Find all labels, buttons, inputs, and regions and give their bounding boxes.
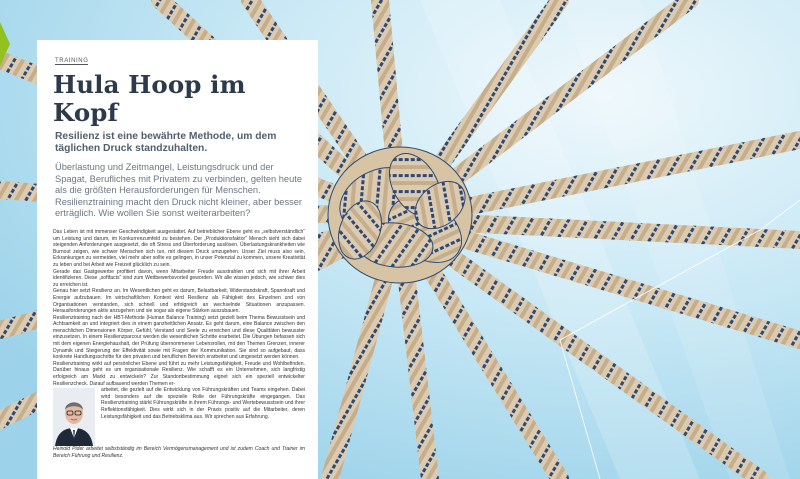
article-lead: Überlastung und Zeitmangel, Leistungsdruck und der Spagat, Berufliches mit Privatem zu verbinden, gelten heute als die größten Herausforderungen für Menschen. Resilienztraining macht den Druck nicht kleiner, aber besser erträglich. Wie wollen Sie sonst weiterarbeiten?	[55, 162, 303, 219]
article-subhead: Resilienz ist eine bewährte Methode, um dem täglichen Druck standzuhalten.	[55, 131, 277, 154]
body-paragraph: Genau hier setzt Resilienz an. Im Wesentlichen geht es darum, Belastbarkeit, Widerstandskraft, Spannkraft und Energie aufzubauen. Im wirtschaftlichen Kontext wird Resilienz als Fähigkeit des Einzelnen und von Organisationen verstanden, sich schnell und erfolgreich an wechselnde Situationen anzupassen. Herausforderungen aktiv anzugehen und sie sogar als eigene Stärken auszubauen.	[53, 288, 305, 315]
article-body	[53, 229, 305, 459]
article-headline: Hula Hoop im Kopf	[53, 70, 246, 127]
body-paragraph: Gerade das Gastgewerbe profitiert davon, wenn Mitarbeiter Freude ausstrahlen und sich mit ihrer Arbeit identifizieren. Diese „softfacts“ sind zum Wettbewerbsvorteil geworden. Wir alle wissen jedoch, wie schwer dies zu erreichen ist.	[53, 268, 305, 288]
body-paragraph: arbeitet, die gezielt auf die Entwicklung von Führungskräften und Teams eingehen. Dabei wird besonders auf die spezielle Rolle der Führungskräfte eingegangen. Das Resilienztraining stärkt Führungskräfte in ihrem Führungs- und Wertebewusstsein und ihrer Reflektionsfähigkeit. Dies wirkt sich in der Praxis positiv auf die Mitarbeiter, deren Leistungsfähigkeit und das Betriebsklima aus. Wir sprechen aus Erfahrung.	[101, 387, 305, 420]
body-paragraph: Das Leben ist mit immenser Geschwindigkeit ausgestattet. Auf betrieblicher Ebene geht es „selbstverständlich“ um Leistung und darum, im Konkurrenzumfeld zu bestehen. Der „Produktionsfaktor“ Mensch sieht sich dabei steigenden Anforderungen ausgesetzt, die oft Stress und Überforderung auslösen. Überlastungskrankheiten wie Burnout zeigen, wie schwer Menschen sich tun, mit diesem Druck umzugehen. Unser Ziel muss also sein, Erkrankungen zu vermeiden, viel mehr aber sollte es gelingen, in unser Potenzial zu kommen, unsere Kreativität zu leben und bei Arbeit wie Freizeit glücklich zu sein.	[53, 228, 305, 268]
section-kicker: TRAINING	[55, 58, 89, 64]
article-card	[37, 40, 318, 479]
author-portrait	[53, 388, 95, 446]
author-row	[53, 387, 305, 446]
section-color-tab	[0, 22, 10, 66]
author-bio: Heinold Pider arbeitet selbstständig im Bereich Vermögensmanagement und ist zudem Coach und Trainer im Bereich Führung und Resilienz.	[53, 446, 305, 459]
body-paragraph: Resilienztraining wirkt auf persönlicher Ebene und führt zu mehr Leistungsfähigkeit, Freude und Wohlbefinden. Darüber hinaus geht es um organisationale Resilienz. Wie schafft es ein Unternehmen, sich langfristig erfolgreich am Markt zu entwickeln? Zur Standortbestimmung eignet sich ein speziell entwickelter Resilienzcheck. Darauf aufbauend werden Themen er-	[53, 360, 305, 387]
body-paragraph: Resilienztraining nach der HBT-Methode (Human Balance Training) setzt gezielt beim Thema Bewusstsein und Achtsamkeit an und integriert dies in einem ganzheitlichen Ansatz. Es geht darum, eine Balance zwischen den menschlichen Dimensionen Körper, Gefühl, Verstand und Seele zu erreichen und diese Qualitäten bewusster einzusetzen. In einem Resilienzparcour werden die wesentlichen Schritte erarbeitet. Die Übungen befassen sich mit dem eigenen Energiehaushalt, der Prüfung übernommener Lebensrollen, mit den Themen Grenzen, innerer Dynamik und Steigerung der Effektivität sowie mit Fragen der Kommunikation. Sie sind so aufgebaut, dass konkrete Handlungsschritte für den privaten und beruflichen Bereich erarbeitet und umgesetzt werden können.	[53, 314, 305, 361]
